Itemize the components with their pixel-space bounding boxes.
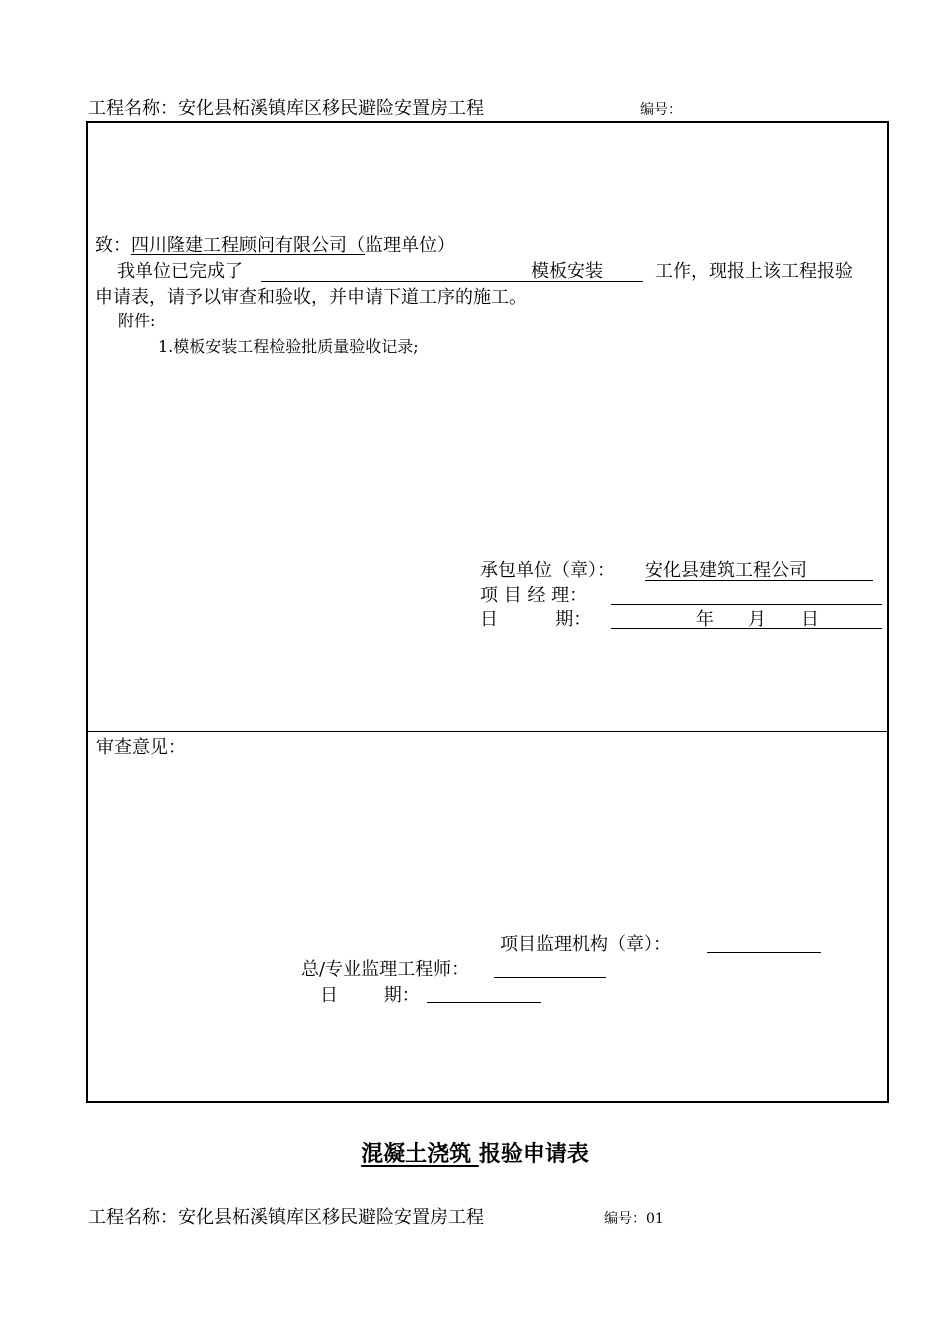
- date-year: 年: [696, 609, 714, 630]
- review-opinion-label: 审查意见：: [96, 737, 186, 758]
- next-project-name-label: 工程名称：安化县柘溪镇库区移民避险安置房工程: [88, 1207, 484, 1228]
- manager-signature-line: [611, 604, 882, 605]
- body-line-2: 申请表，请予以审查和验收，并申请下道工序的施工。: [95, 287, 527, 308]
- review-date-line: [427, 1002, 541, 1003]
- institution-signature-line: [707, 952, 821, 953]
- review-date-label: 日 期：: [320, 985, 420, 1006]
- addressee-prefix: 致：: [95, 235, 131, 256]
- institution-label: 项目监理机构（章）：: [500, 934, 671, 955]
- supervisor-company: 四川隆建工程顾问有限公司（: [131, 235, 365, 256]
- next-form-title-underlined: 混凝土浇筑: [361, 1142, 479, 1167]
- manager-label: 项 目 经 理：: [480, 585, 588, 606]
- next-form-number: 编号：01: [604, 1211, 664, 1227]
- date-label: 日 期：: [480, 609, 592, 630]
- engineer-signature-line: [494, 977, 606, 978]
- addressee-line: [95, 234, 455, 258]
- body-suffix: 工作，现报上该工程报验: [655, 261, 853, 282]
- addressee-suffix: 监理单位）: [365, 235, 455, 256]
- form-number-label: 编号：: [640, 102, 682, 118]
- date-line: [611, 628, 882, 629]
- attachment-label: 附件:: [118, 311, 156, 330]
- section-divider: [88, 731, 887, 732]
- attachment-item-1: 1.模板安装工程检验批质量验收记录;: [158, 337, 419, 356]
- next-form-title-rest: 报验申请表: [478, 1142, 589, 1167]
- contractor-label: 承包单位（章）：: [480, 560, 615, 581]
- contractor-name: 安化县建筑工程公司: [645, 560, 807, 581]
- project-name-label: 工程名称：安化县柘溪镇库区移民避险安置房工程: [88, 98, 484, 119]
- engineer-label: 总/专业监理工程师：: [301, 959, 470, 980]
- date-day: 日: [801, 609, 819, 630]
- next-form-title: [0, 1140, 950, 1170]
- date-month: 月: [748, 609, 766, 630]
- body-prefix: 我单位已完成了: [117, 261, 243, 282]
- work-item-value: 模板安装: [531, 261, 603, 282]
